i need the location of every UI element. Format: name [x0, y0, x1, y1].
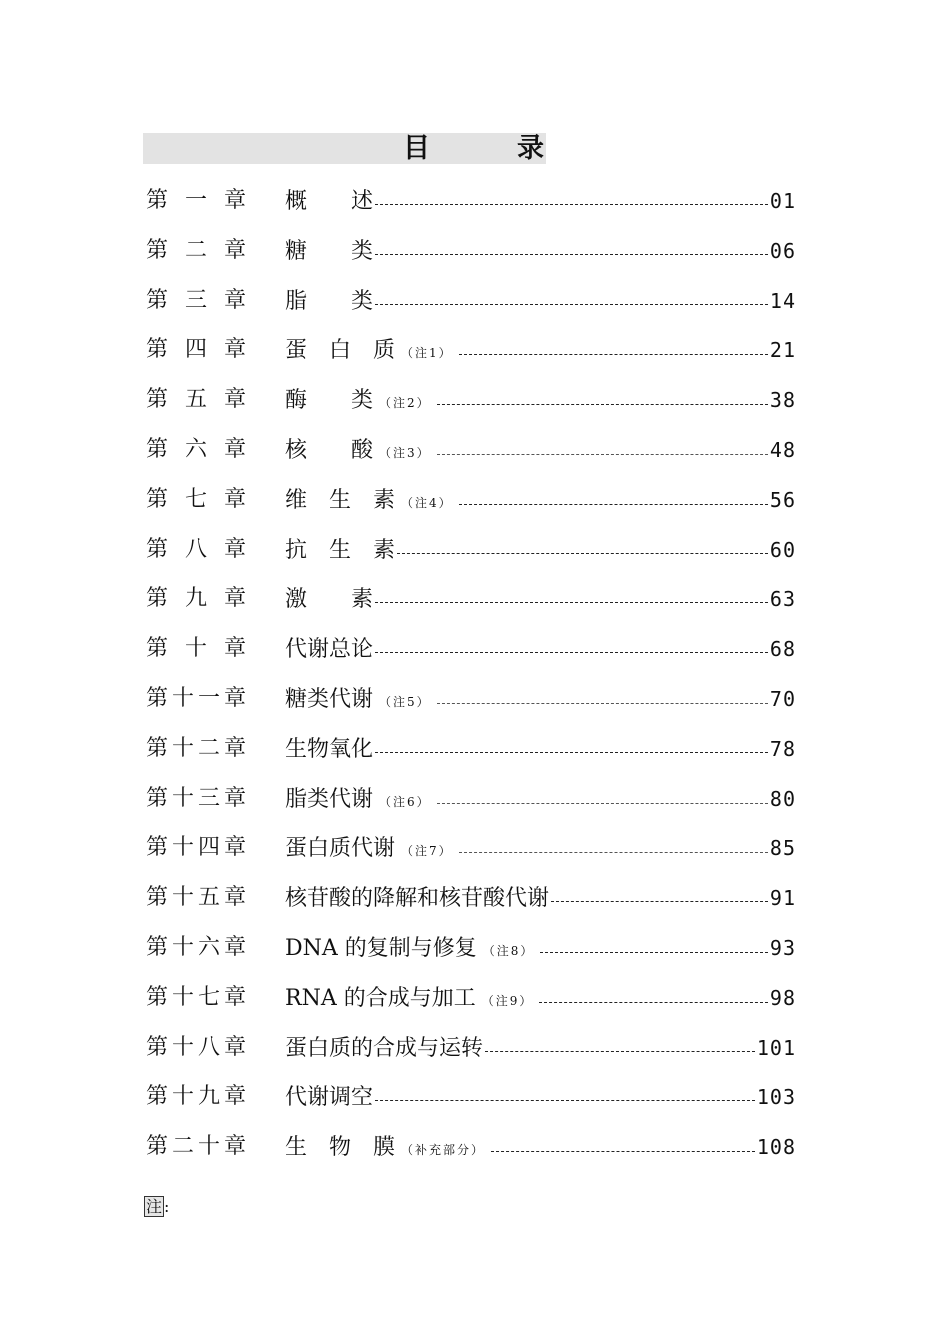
- chapter-title-char: 酶: [285, 388, 308, 413]
- chapter-char: 十: [172, 736, 195, 761]
- chapter-char: 四: [185, 337, 208, 362]
- dot-leader: [551, 900, 768, 902]
- chapter-char: 七: [185, 487, 208, 512]
- chapter-char: 第: [146, 636, 169, 661]
- chapter-title-char: 素: [373, 488, 396, 513]
- footnote-label: 注: [146, 1197, 163, 1216]
- chapter-char: 章: [224, 736, 247, 761]
- chapter-char: 第: [146, 487, 169, 512]
- page-number: 101: [756, 1036, 796, 1060]
- toc-row[interactable]: [146, 485, 796, 515]
- page-number: 91: [769, 886, 796, 910]
- chapter-char: 章: [224, 1035, 247, 1060]
- chapter-char: 八: [185, 537, 208, 562]
- toc-entry: [285, 933, 796, 966]
- page-number: 14: [769, 289, 796, 313]
- chapter-title: [285, 187, 373, 217]
- chapter-title: DNA 的复制与修复: [285, 936, 477, 961]
- toc-row[interactable]: [146, 1082, 796, 1112]
- chapter-title-char: 生: [329, 488, 352, 513]
- chapter-char: 第: [146, 387, 169, 412]
- chapter-note: （注7）: [401, 844, 453, 858]
- toc-entry: [285, 983, 796, 1016]
- chapter-char: 第: [146, 1084, 169, 1109]
- chapter-char: 十: [172, 835, 195, 860]
- chapter-title: 代谢调空: [285, 1085, 374, 1110]
- dot-leader: [437, 702, 768, 704]
- toc-entry: [285, 584, 796, 615]
- chapter-char: 三: [198, 786, 221, 811]
- chapter-char: 三: [185, 288, 208, 313]
- toc-row[interactable]: [146, 784, 796, 814]
- chapter-char: 第: [146, 437, 169, 462]
- chapter-title-char: 素: [373, 538, 396, 563]
- page-number: 70: [769, 687, 796, 711]
- toc-title-char-2: 录: [517, 133, 544, 164]
- toc-row[interactable]: [146, 634, 796, 664]
- chapter-char: 六: [185, 437, 208, 462]
- chapter-title-char: 抗: [285, 538, 308, 563]
- dot-leader: [375, 601, 768, 603]
- chapter-title-char: 生: [285, 1135, 308, 1160]
- chapter-note: （注4）: [401, 496, 453, 510]
- chapter-char: 十: [172, 985, 195, 1010]
- chapter-title: [285, 486, 395, 516]
- toc-entry: [285, 734, 796, 765]
- toc-entry: [285, 634, 796, 665]
- chapter-number: [146, 485, 246, 515]
- chapter-title: [285, 287, 373, 317]
- chapter-char: 第: [146, 337, 169, 362]
- chapter-note: （注1）: [401, 346, 453, 360]
- chapter-number: [146, 584, 246, 614]
- chapter-char: 第: [146, 786, 169, 811]
- toc-entry: [285, 784, 796, 817]
- chapter-note: （注3）: [379, 446, 431, 460]
- chapter-number: [146, 684, 246, 714]
- dot-leader: [375, 651, 768, 653]
- chapter-title-char: 类: [351, 239, 374, 264]
- toc-row[interactable]: [146, 286, 796, 316]
- dot-leader: [375, 203, 768, 205]
- chapter-char: 第: [146, 736, 169, 761]
- chapter-char: 第: [146, 885, 169, 910]
- chapter-char: 章: [224, 1084, 247, 1109]
- chapter-title-char: 物: [329, 1135, 352, 1160]
- chapter-number: [146, 186, 246, 216]
- chapter-char: 章: [224, 387, 247, 412]
- dot-leader: [437, 802, 768, 804]
- chapter-char: 十: [172, 786, 195, 811]
- dot-leader: [375, 303, 768, 305]
- chapter-char: 一: [198, 686, 221, 711]
- chapter-char: 章: [224, 835, 247, 860]
- dot-leader: [539, 1001, 768, 1003]
- toc-row[interactable]: [146, 1033, 796, 1063]
- chapter-char: 一: [185, 188, 208, 213]
- page-number: 85: [769, 836, 796, 860]
- chapter-title-char: 激: [285, 587, 308, 612]
- chapter-char: 章: [224, 636, 247, 661]
- chapter-title: 脂类代谢: [285, 787, 374, 812]
- chapter-char: 第: [146, 188, 169, 213]
- chapter-title: 蛋白质代谢: [285, 836, 396, 861]
- chapter-char: 第: [146, 586, 169, 611]
- dot-leader: [375, 253, 768, 255]
- dot-leader: [540, 951, 767, 953]
- toc-entry: [285, 435, 796, 468]
- chapter-number: [146, 1132, 246, 1162]
- chapter-title: [285, 237, 373, 267]
- chapter-title: [285, 336, 395, 366]
- chapter-number: [146, 784, 246, 814]
- chapter-char: 九: [185, 586, 208, 611]
- chapter-title-char: 脂: [285, 289, 308, 314]
- toc-row[interactable]: [146, 385, 796, 415]
- page-number: 60: [769, 538, 796, 562]
- toc-entry: [285, 385, 796, 418]
- dot-leader: [437, 403, 768, 405]
- chapter-char: 二: [172, 1134, 195, 1159]
- chapter-char: 章: [224, 1134, 247, 1159]
- chapter-note: （注9）: [481, 994, 534, 1008]
- chapter-char: 第: [146, 1134, 169, 1159]
- chapter-title-char: 述: [351, 189, 374, 214]
- page-number: 68: [769, 637, 796, 661]
- toc-entry: [285, 335, 796, 368]
- chapter-char: 第: [146, 1035, 169, 1060]
- chapter-title: 代谢总论: [285, 637, 374, 662]
- chapter-title: 生物氧化: [285, 737, 374, 762]
- toc-entry: [285, 833, 796, 866]
- toc-title-char-1: 目: [403, 133, 430, 164]
- chapter-char: 二: [198, 736, 221, 761]
- chapter-char: 章: [224, 337, 247, 362]
- chapter-char: 章: [224, 885, 247, 910]
- toc-entry: [285, 535, 796, 566]
- chapter-char: 十: [172, 1084, 195, 1109]
- chapter-number: [146, 535, 246, 565]
- chapter-number: [146, 983, 246, 1013]
- chapter-char: 十: [172, 885, 195, 910]
- page-number: 108: [756, 1135, 796, 1159]
- dot-leader: [459, 353, 768, 355]
- chapter-number: [146, 385, 246, 415]
- chapter-number: [146, 734, 246, 764]
- dot-leader: [375, 1099, 755, 1101]
- toc-entry: [285, 684, 796, 717]
- dot-leader: [375, 751, 768, 753]
- chapter-char: 第: [146, 288, 169, 313]
- page-number: 80: [769, 787, 796, 811]
- chapter-title: 核苷酸的降解和核苷酸代谢: [285, 886, 550, 911]
- chapter-title-char: 白: [329, 338, 352, 363]
- toc-entry: [285, 1132, 796, 1165]
- chapter-char: 章: [224, 537, 247, 562]
- chapter-char: 七: [198, 985, 221, 1010]
- page-number: 56: [769, 488, 796, 512]
- chapter-title: [285, 585, 373, 615]
- toc-row[interactable]: [146, 584, 796, 614]
- dot-leader: [459, 503, 768, 505]
- chapter-char: 十: [172, 935, 195, 960]
- chapter-char: 第: [146, 835, 169, 860]
- chapter-title-char: 糖: [285, 239, 308, 264]
- chapter-char: 章: [224, 188, 247, 213]
- chapter-char: 九: [198, 1084, 221, 1109]
- dot-leader: [491, 1150, 755, 1152]
- page-number: 98: [769, 986, 796, 1010]
- chapter-note: （注2）: [379, 396, 431, 410]
- dot-leader: [397, 552, 768, 554]
- chapter-number: [146, 933, 246, 963]
- page-number: 93: [769, 936, 796, 960]
- toc-entry: [285, 883, 796, 914]
- footnote-suffix: :: [164, 1197, 170, 1216]
- chapter-title-char: 酸: [351, 438, 374, 463]
- toc-entry: [285, 186, 796, 217]
- chapter-char: 四: [198, 835, 221, 860]
- chapter-char: 十: [172, 1035, 195, 1060]
- chapter-char: 五: [198, 885, 221, 910]
- toc-row[interactable]: [146, 535, 796, 565]
- chapter-char: 章: [224, 586, 247, 611]
- chapter-note: （注8）: [482, 944, 535, 958]
- page-number: 21: [769, 338, 796, 362]
- chapter-title: RNA 的合成与加工: [285, 986, 476, 1011]
- chapter-char: 八: [198, 1035, 221, 1060]
- chapter-title-char: 类: [351, 388, 374, 413]
- chapter-title-char: 维: [285, 488, 308, 513]
- toc-entry: [285, 236, 796, 267]
- toc-entry: [285, 1033, 796, 1064]
- chapter-title: [285, 386, 373, 416]
- chapter-title: [285, 536, 395, 566]
- chapter-number: [146, 286, 246, 316]
- chapter-title-char: 类: [351, 289, 374, 314]
- toc-row[interactable]: [146, 186, 796, 216]
- chapter-char: 第: [146, 985, 169, 1010]
- chapter-char: 十: [185, 636, 208, 661]
- chapter-title-char: 生: [329, 538, 352, 563]
- chapter-char: 章: [224, 288, 247, 313]
- chapter-number: [146, 833, 246, 863]
- page-number: 78: [769, 737, 796, 761]
- toc-entry: [285, 286, 796, 317]
- chapter-number: [146, 335, 246, 365]
- chapter-char: 章: [224, 935, 247, 960]
- toc-row[interactable]: [146, 1132, 796, 1162]
- page-number: 48: [769, 438, 796, 462]
- chapter-title-char: 概: [285, 189, 308, 214]
- chapter-char: 第: [146, 238, 169, 263]
- chapter-number: [146, 1033, 246, 1063]
- chapter-title-char: 核: [285, 438, 308, 463]
- dot-leader: [437, 453, 768, 455]
- toc-row[interactable]: [146, 236, 796, 266]
- page-number: 103: [756, 1085, 796, 1109]
- chapter-number: [146, 236, 246, 266]
- chapter-char: 十: [172, 686, 195, 711]
- chapter-title: [285, 436, 373, 466]
- chapter-char: 第: [146, 686, 169, 711]
- page-number: 01: [769, 189, 796, 213]
- chapter-note: （注6）: [379, 795, 431, 809]
- page-number: 63: [769, 587, 796, 611]
- toc-row[interactable]: [146, 983, 796, 1013]
- chapter-char: 第: [146, 935, 169, 960]
- chapter-number: [146, 435, 246, 465]
- toc-row[interactable]: [146, 684, 796, 714]
- chapter-title-char: 素: [351, 587, 374, 612]
- dot-leader: [485, 1050, 755, 1052]
- dot-leader: [459, 851, 768, 853]
- chapter-number: [146, 634, 246, 664]
- chapter-title-char: 质: [373, 338, 396, 363]
- chapter-note: （补充部分）: [401, 1143, 486, 1157]
- chapter-note: （注5）: [379, 695, 431, 709]
- chapter-char: 章: [224, 686, 247, 711]
- toc-row[interactable]: [146, 933, 796, 963]
- chapter-title-char: 蛋: [285, 338, 308, 363]
- chapter-char: 章: [224, 437, 247, 462]
- chapter-char: 章: [224, 786, 247, 811]
- chapter-title: 蛋白质的合成与运转: [285, 1036, 484, 1061]
- chapter-title-char: 膜: [373, 1135, 396, 1160]
- toc-row[interactable]: [146, 883, 796, 913]
- toc-title-bar: [143, 133, 546, 164]
- toc-row[interactable]: [146, 734, 796, 764]
- chapter-number: [146, 883, 246, 913]
- toc-row[interactable]: [146, 435, 796, 465]
- chapter-char: 五: [185, 387, 208, 412]
- toc-entry: [285, 485, 796, 518]
- chapter-title: [285, 1133, 395, 1163]
- toc-row[interactable]: [146, 335, 796, 365]
- toc-row[interactable]: [146, 833, 796, 863]
- page-number: 38: [769, 388, 796, 412]
- chapter-char: 十: [198, 1134, 221, 1159]
- page-number: 06: [769, 239, 796, 263]
- toc-entry: [285, 1082, 796, 1113]
- chapter-char: 章: [224, 487, 247, 512]
- chapter-char: 第: [146, 537, 169, 562]
- chapter-char: 章: [224, 238, 247, 263]
- chapter-char: 章: [224, 985, 247, 1010]
- chapter-number: [146, 1082, 246, 1112]
- chapter-char: 六: [198, 935, 221, 960]
- footnote: [144, 1196, 169, 1218]
- chapter-title: 糖类代谢: [285, 687, 374, 712]
- chapter-char: 二: [185, 238, 208, 263]
